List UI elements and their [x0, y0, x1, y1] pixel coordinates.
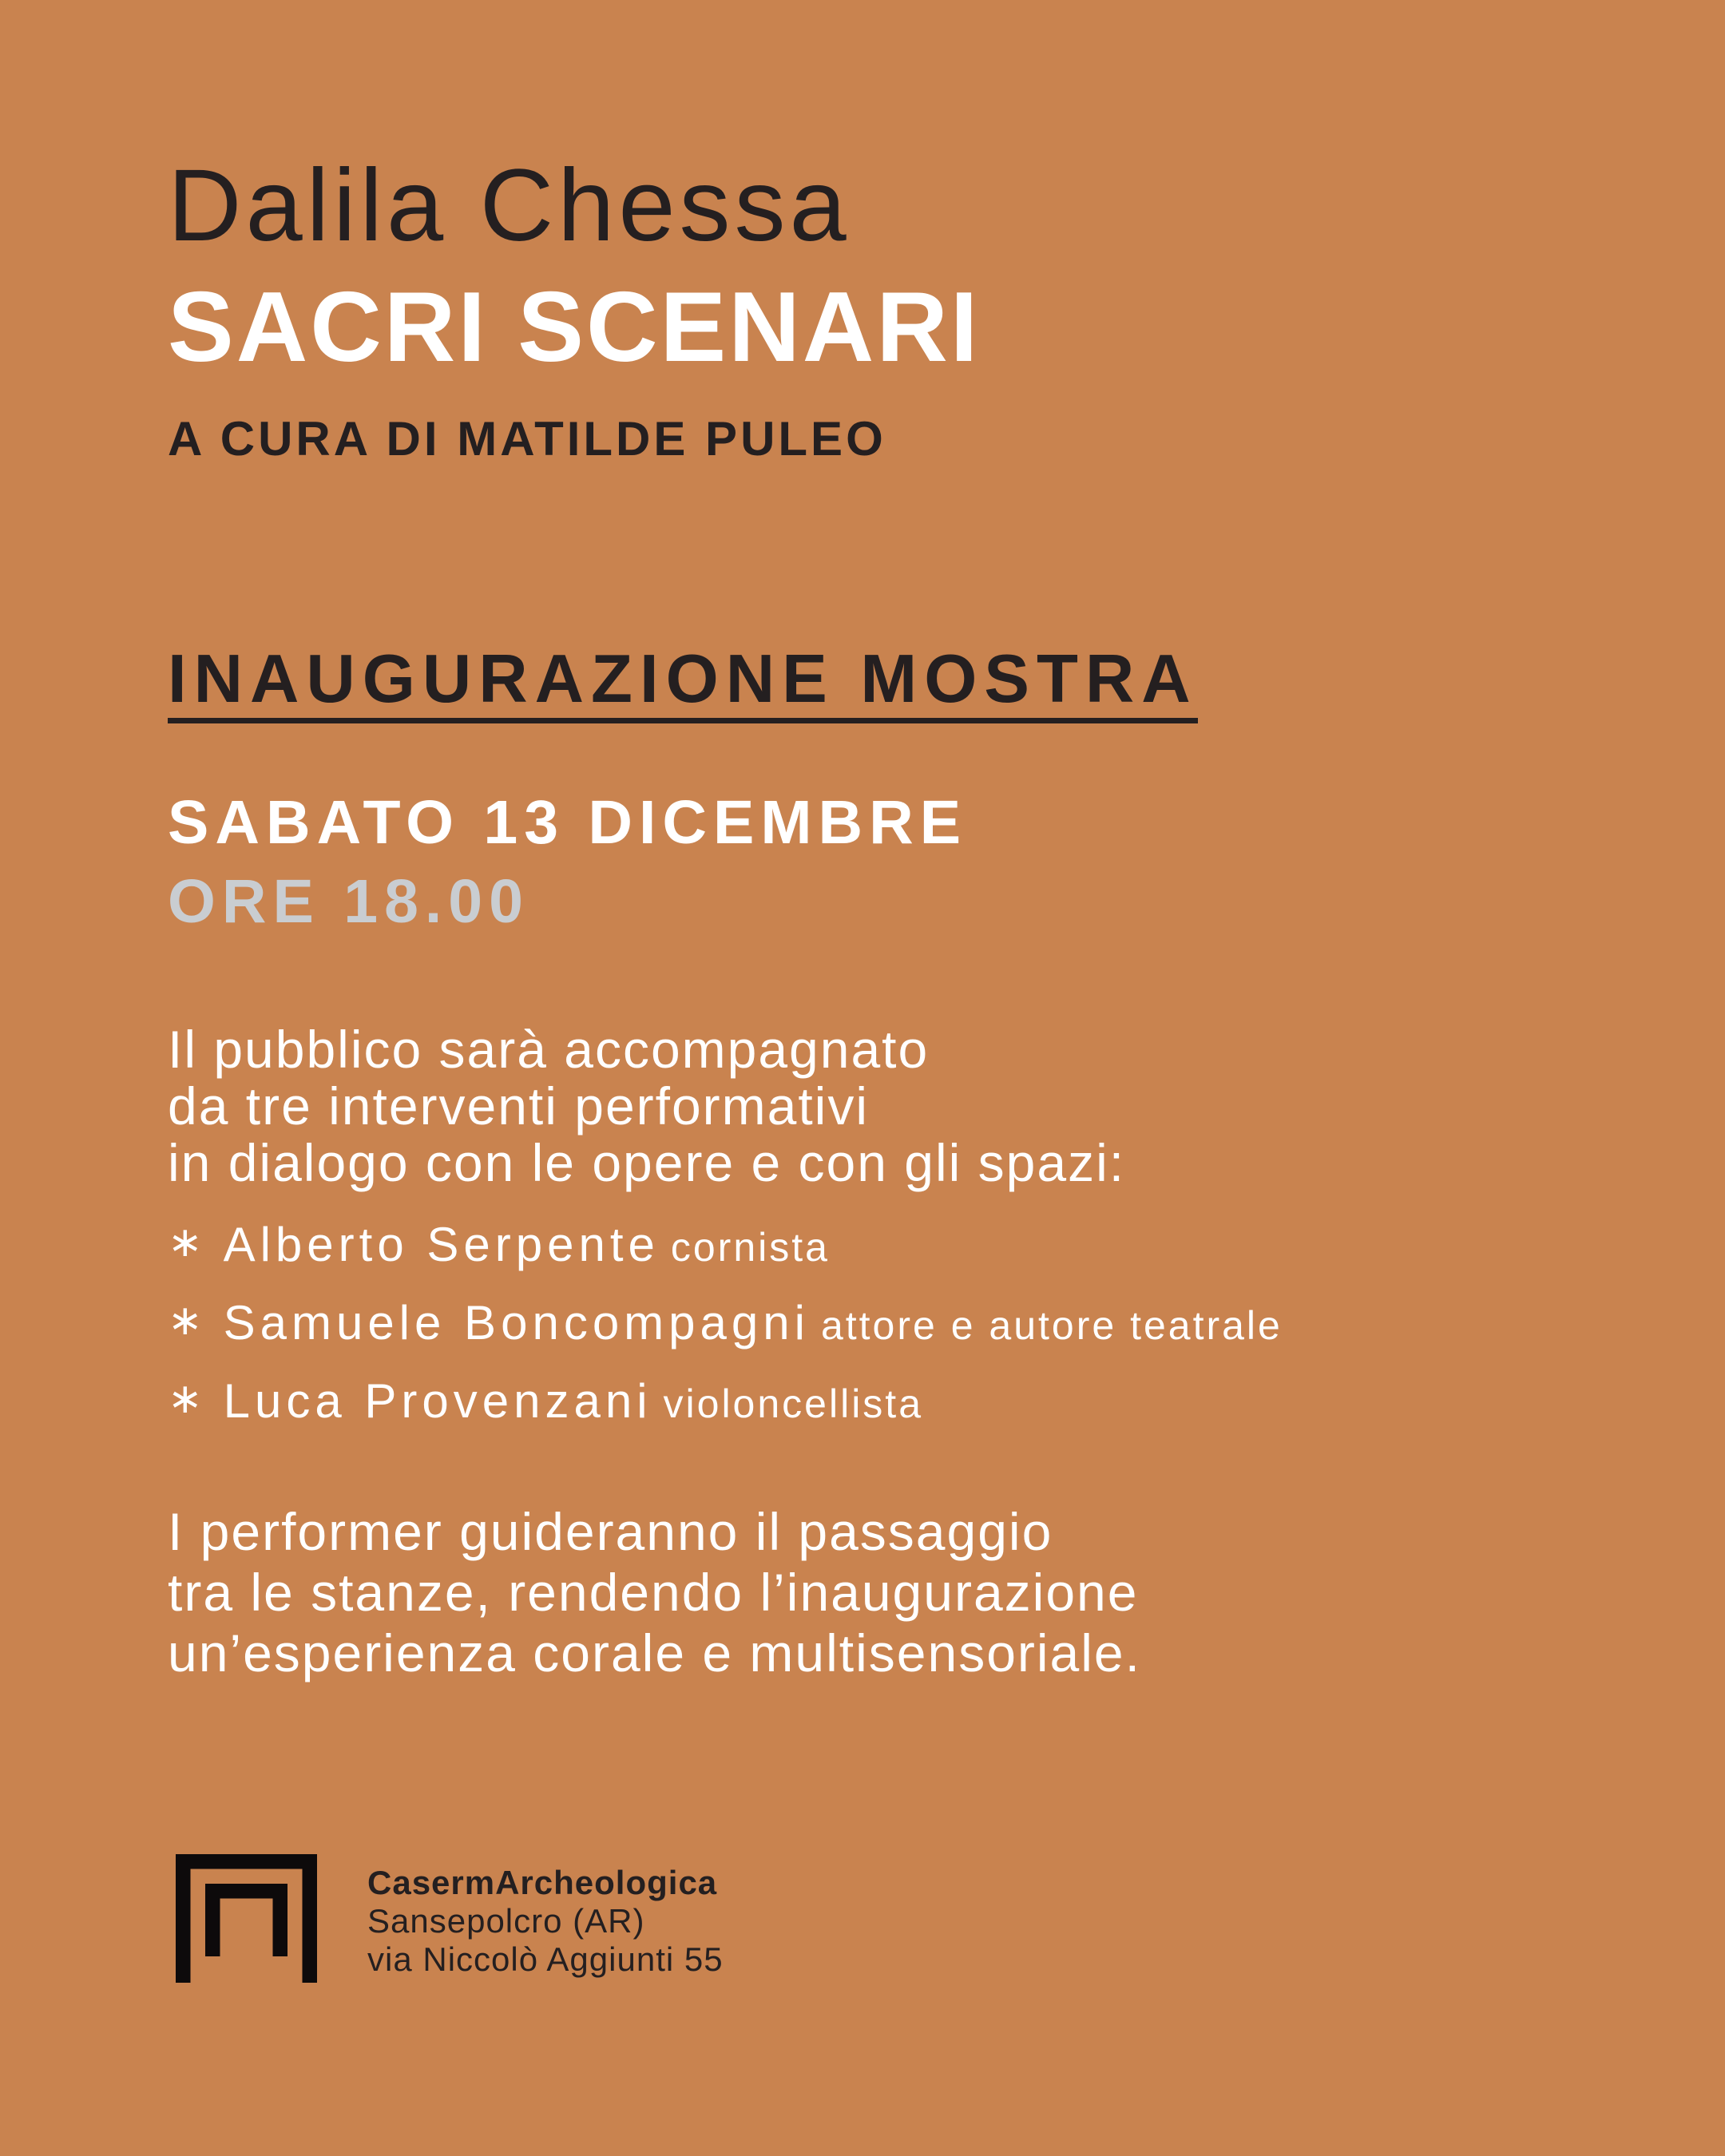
asterisk-bullet-icon: ∗ [168, 1298, 203, 1344]
asterisk-bullet-icon: ∗ [168, 1219, 203, 1266]
performer-role: violoncellista [663, 1381, 924, 1426]
performer-role: attore e autore teatrale [820, 1303, 1283, 1348]
datetime-block [168, 783, 967, 941]
outro-line: tra le stanze, rendendo l’inaugurazione [168, 1563, 1139, 1622]
section-heading-text: INAUGURAZIONE MOSTRA [168, 645, 1198, 723]
intro-paragraph [168, 1021, 1125, 1191]
intro-line: in dialogo con le opere e con gli spazi: [168, 1133, 1126, 1192]
asterisk-bullet-icon: ∗ [168, 1376, 203, 1422]
nested-arch-logo-icon [176, 1854, 317, 1983]
intro-line: Il pubblico sarà accompagnato [168, 1020, 930, 1079]
performer-name: Luca Provenzani [223, 1374, 652, 1428]
section-heading [168, 641, 1198, 723]
artist-name: Dalila Chessa [168, 149, 851, 263]
outro-paragraph [168, 1501, 1141, 1683]
venue-block [367, 1864, 724, 1979]
performer-item [168, 1218, 830, 1271]
outro-line: I performer guideranno il passaggio [168, 1502, 1053, 1561]
venue-city: Sansepolcro (AR) [367, 1902, 645, 1940]
outro-line: un’esperienza corale e multisensoriale. [168, 1623, 1141, 1682]
event-time: ORE 18.00 [168, 867, 529, 936]
intro-line: da tre interventi performativi [168, 1076, 870, 1135]
venue-address: via Niccolò Aggiunti 55 [367, 1940, 724, 1978]
performer-item [168, 1296, 1283, 1349]
performer-name: Alberto Serpente [223, 1218, 660, 1271]
curator-line: A CURA DI MATILDE PULEO [168, 412, 886, 466]
exhibition-title: SACRI SCENARI [168, 272, 981, 382]
event-date: SABATO 13 DICEMBRE [168, 788, 968, 857]
venue-name: CasermArcheologica [367, 1864, 718, 1901]
performer-item [168, 1374, 924, 1428]
performer-role: cornista [670, 1225, 830, 1270]
performer-name: Samuele Boncompagni [223, 1296, 810, 1349]
